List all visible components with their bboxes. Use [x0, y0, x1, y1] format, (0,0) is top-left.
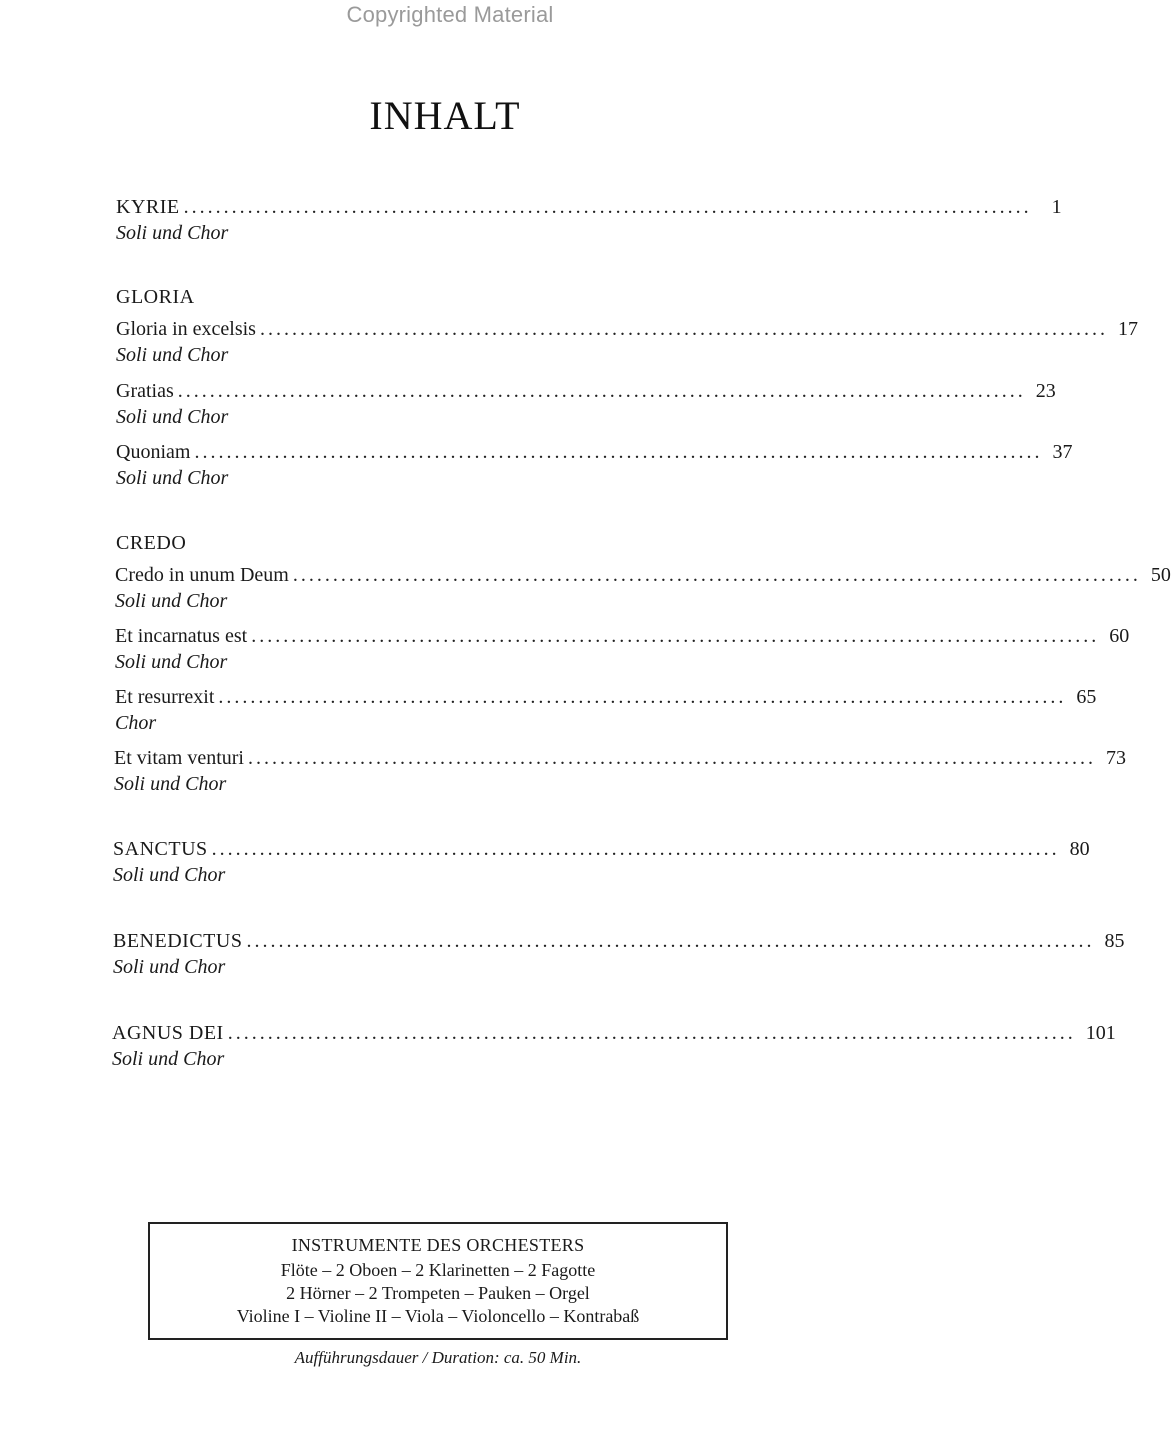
toc-entry-page: 23	[1035, 380, 1056, 402]
toc-entry-page: 73	[1105, 747, 1126, 769]
toc-entry-subtitle: Soli und Chor	[114, 773, 227, 795]
toc-entry-subtitle: Soli und Chor	[113, 956, 226, 978]
instruments-line-woodwinds: Flöte – 2 Oboen – 2 Klarinetten – 2 Fagotte	[280, 1260, 596, 1280]
toc-entry-label: AGNUS DEI	[112, 1022, 224, 1044]
toc-entry-et-resurrexit[interactable]	[115, 686, 1097, 735]
toc-entry-agnus-dei[interactable]	[112, 1022, 1116, 1071]
leader-dots: ..........................................................................................................	[292, 564, 1141, 586]
toc-entry-gratias[interactable]	[116, 380, 1056, 429]
leader-dots: ..........................................................................................................	[183, 196, 1032, 218]
toc-entry-kyrie[interactable]	[116, 196, 1062, 245]
toc-entry-page: 101	[1085, 1022, 1116, 1044]
toc-entry-subtitle: Chor	[115, 712, 157, 734]
leader-dots: ..........................................................................................................	[227, 1022, 1076, 1044]
toc-entry-page: 37	[1052, 441, 1073, 463]
toc-entry-label: Et incarnatus est	[115, 625, 248, 647]
leader-dots: ..........................................................................................................	[218, 686, 1067, 708]
toc-entry-page: 60	[1109, 625, 1130, 647]
toc-entry-label: KYRIE	[116, 196, 180, 218]
toc-entry-benedictus[interactable]	[113, 930, 1125, 979]
instruments-heading: INSTRUMENTE DES ORCHESTERS	[291, 1235, 585, 1255]
toc-entry-label: Quoniam	[116, 441, 191, 463]
toc-entry-page: 17	[1117, 318, 1138, 340]
section-heading-gloria: GLORIA	[116, 286, 195, 308]
toc-entry-label: Et resurrexit	[115, 686, 215, 708]
leader-dots: ..........................................................................................................	[177, 380, 1026, 402]
toc-entry-credo-in-unum-deum[interactable]	[115, 564, 1171, 613]
toc-entry-page: 1	[1051, 196, 1062, 218]
toc-entry-quoniam[interactable]	[116, 441, 1073, 490]
toc-entry-label: SANCTUS	[113, 838, 208, 860]
toc-entry-subtitle: Soli und Chor	[113, 864, 226, 886]
toc-entry-page: 65	[1076, 686, 1097, 708]
toc-entry-subtitle: Soli und Chor	[116, 467, 229, 489]
toc-entry-subtitle: Soli und Chor	[115, 651, 228, 673]
leader-dots: ..........................................................................................................	[246, 930, 1095, 952]
toc-entry-sanctus[interactable]	[113, 838, 1090, 887]
instruments-box	[148, 1222, 728, 1340]
toc-entry-page: 50	[1150, 564, 1171, 586]
toc-entry-subtitle: Soli und Chor	[115, 590, 228, 612]
toc-entry-subtitle: Soli und Chor	[112, 1048, 225, 1070]
section-heading-credo: CREDO	[116, 532, 187, 554]
toc-entry-label: BENEDICTUS	[113, 930, 243, 952]
page-title: INHALT	[369, 93, 521, 138]
toc-entry-page: 80	[1069, 838, 1090, 860]
toc-entry-subtitle: Soli und Chor	[116, 344, 229, 366]
toc-entry-et-vitam-venturi[interactable]	[114, 747, 1126, 796]
leader-dots: ..........................................................................................................	[194, 441, 1043, 463]
performance-duration: Aufführungsdauer / Duration: ca. 50 Min.	[294, 1348, 582, 1367]
toc-entry-subtitle: Soli und Chor	[116, 222, 229, 244]
instruments-line-brass: 2 Hörner – 2 Trompeten – Pauken – Orgel	[286, 1283, 590, 1303]
toc-entry-label: Gloria in excelsis	[116, 318, 256, 340]
instruments-line-strings: Violine I – Violine II – Viola – Violoncello – Kontrabaß	[236, 1306, 640, 1326]
toc-entry-subtitle: Soli und Chor	[116, 406, 229, 428]
toc-entry-page: 85	[1104, 930, 1125, 952]
toc-entry-et-incarnatus-est[interactable]	[115, 625, 1130, 674]
leader-dots: ..........................................................................................................	[251, 625, 1100, 647]
toc-entry-gloria-in-excelsis[interactable]	[116, 318, 1138, 367]
copyright-watermark: Copyrighted Material	[346, 2, 554, 27]
leader-dots: ..........................................................................................................	[247, 747, 1096, 769]
toc-entry-label: Credo in unum Deum	[115, 564, 289, 586]
leader-dots: ..........................................................................................................	[259, 318, 1108, 340]
toc-entry-label: Et vitam venturi	[114, 747, 244, 769]
leader-dots: ..........................................................................................................	[211, 838, 1060, 860]
toc-entry-label: Gratias	[116, 380, 174, 402]
